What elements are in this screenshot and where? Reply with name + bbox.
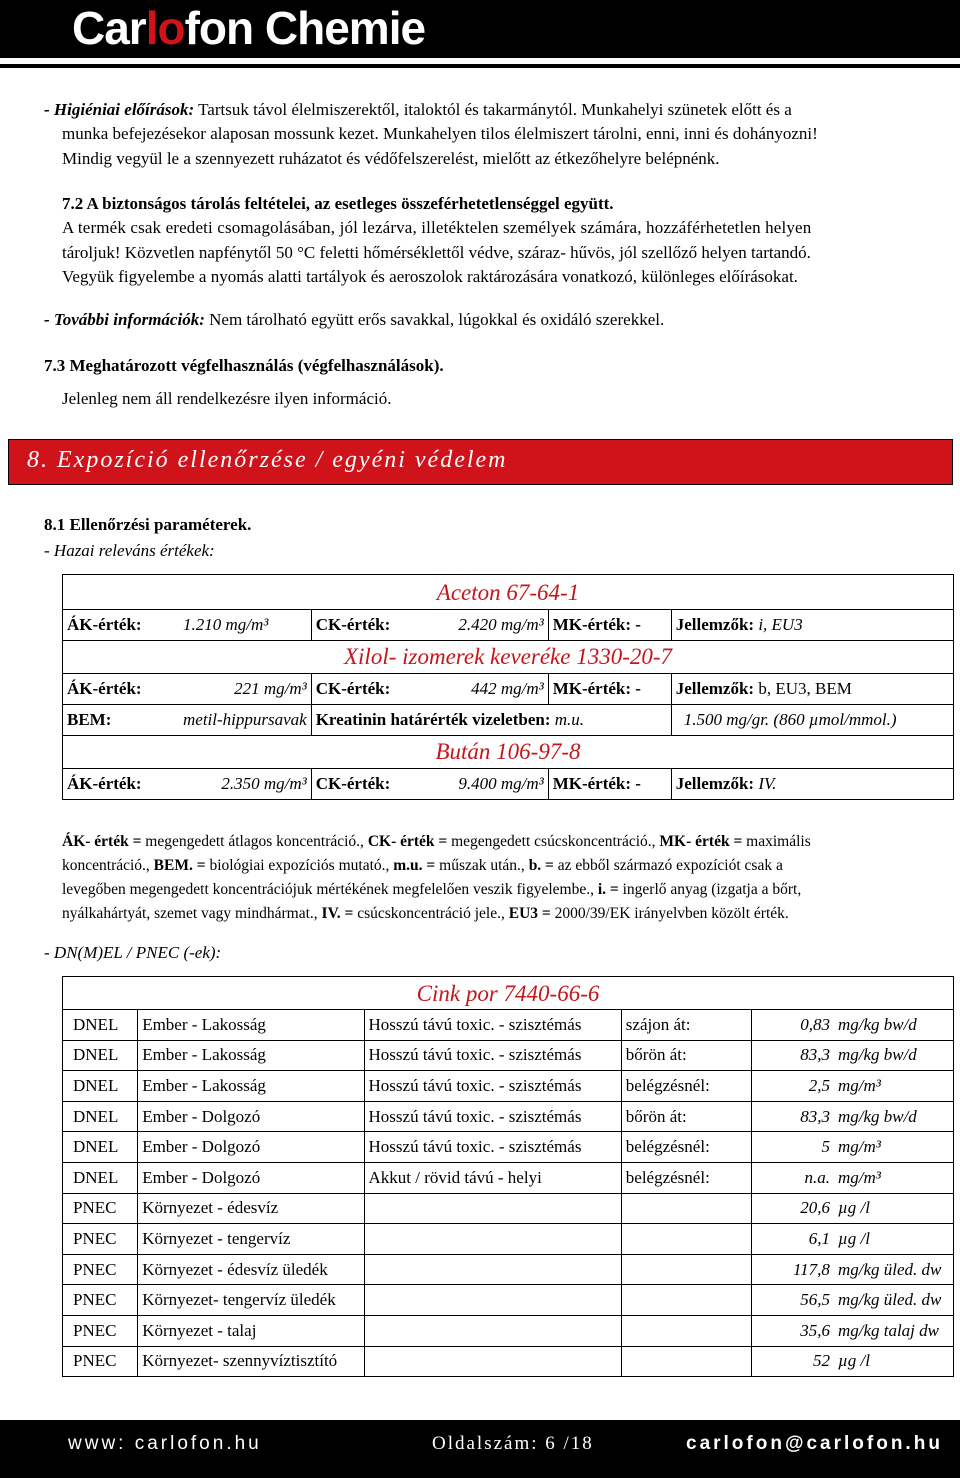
table-cell: Ember - Dolgozó <box>138 1132 364 1163</box>
logo <box>62 2 435 54</box>
table-cell <box>621 1193 751 1224</box>
table-row <box>63 1254 954 1285</box>
table-row <box>63 1101 954 1132</box>
table-cell: 35,6 <box>752 1315 834 1346</box>
table-cell: PNEC <box>63 1193 138 1224</box>
section-8-title: 8. Expozíció ellenőrzése / egyéni védelem <box>27 447 508 473</box>
table-cell: DNEL <box>63 1101 138 1132</box>
table-row <box>63 1193 954 1224</box>
table-cell: DNEL <box>63 1010 138 1041</box>
more-info-line: - További információk: Nem tárolható együtt erős savakkal, lúgokkal és oxidáló szerekkel. <box>44 310 665 329</box>
aceton-title-row <box>63 575 954 610</box>
table-cell: belégzésnél: <box>621 1162 751 1193</box>
footer-email: carlofon@carlofon.hu <box>686 1433 943 1454</box>
table-cell: bőrön át: <box>621 1101 751 1132</box>
table-row <box>63 1040 954 1071</box>
table-cell: mg/kg bw/d <box>834 1101 954 1132</box>
table-cell: µg /l <box>834 1193 954 1224</box>
table-cell: 52 <box>752 1346 834 1377</box>
table-cell: PNEC <box>63 1224 138 1255</box>
table-row <box>63 1132 954 1163</box>
table-cell: mg/kg bw/d <box>834 1010 954 1041</box>
xilol-title-row <box>63 641 954 674</box>
limits-table <box>62 574 954 800</box>
table-cell: 56,5 <box>752 1285 834 1316</box>
table-cell: mg/kg üled. dw <box>834 1254 954 1285</box>
dnel-label: - DN(M)EL / PNEC (-ek): <box>44 943 222 962</box>
table-cell: mg/m³ <box>834 1132 954 1163</box>
table-cell <box>621 1346 751 1377</box>
table-cell: mg/kg talaj dw <box>834 1315 954 1346</box>
table-cell: Ember - Lakosság <box>138 1040 364 1071</box>
section-8-banner <box>8 439 953 485</box>
table-cell: Ember - Lakosság <box>138 1010 364 1041</box>
table-cell: szájon át: <box>621 1010 751 1041</box>
table-cell: 5 <box>752 1132 834 1163</box>
table-cell <box>621 1254 751 1285</box>
p72-line-2: tároljuk! Közvetlen napfénytől 50 °C feletti hőmérséklettől védve, száraz- hűvös, jól szellőző helyen tartandó. <box>62 243 811 262</box>
table-cell: DNEL <box>63 1162 138 1193</box>
table-cell: Környezet - talaj <box>138 1315 364 1346</box>
butan-row: ÁK-érték: 2.350 mg/m³ CK-érték: 9.400 mg/m³ MK-érték: - Jellemzők: IV. <box>63 769 954 800</box>
table-cell: n.a. <box>752 1162 834 1193</box>
table-cell: µg /l <box>834 1346 954 1377</box>
heading-7-2: 7.2 A biztonságos tárolás feltételei, az esetleges összeférhetetlenséggel együtt. <box>62 194 614 213</box>
table-cell: Környezet- tengervíz üledék <box>138 1285 364 1316</box>
butan-title: Bután 106-97-8 <box>63 736 954 769</box>
dnel-table <box>62 976 954 1377</box>
table-cell: 83,3 <box>752 1101 834 1132</box>
table-row <box>63 1346 954 1377</box>
footer-page-number: Oldalszám: 6 /18 <box>432 1433 594 1454</box>
table-cell: Akkut / rövid távú - helyi <box>364 1162 621 1193</box>
aceton-title: Aceton 67-64-1 <box>63 575 954 610</box>
table-cell: DNEL <box>63 1071 138 1102</box>
table-cell <box>364 1254 621 1285</box>
bem-row: BEM: metil-hippursavak Kreatinin határérték vizeletben: m.u. 1.500 mg/gr. (860 µmol/mmol.) <box>63 705 954 736</box>
p72-line-3: Vegyük figyelembe a nyomás alatti tartályok és aeroszolok raktározására vonatkozó, különleges előírásokat. <box>62 267 798 286</box>
table-cell <box>364 1193 621 1224</box>
aceton-row: ÁK-érték: 1.210 mg/m³ CK-érték: 2.420 mg/m³ MK-érték: - Jellemzők: i, EU3 <box>63 610 954 641</box>
table-cell: mg/m³ <box>834 1071 954 1102</box>
hygiene-line-3: Mindig vegyül le a szennyezett ruházatot és védőfelszerelést, mielőtt az étkezőhelyre belépnénk. <box>62 149 720 168</box>
table-cell: Ember - Dolgozó <box>138 1101 364 1132</box>
table-row <box>63 1071 954 1102</box>
heading-8-1: 8.1 Ellenőrzési paraméterek. <box>44 515 252 534</box>
page-header <box>0 0 960 58</box>
table-cell: Környezet - tengervíz <box>138 1224 364 1255</box>
table-cell <box>364 1315 621 1346</box>
table-cell: 20,6 <box>752 1193 834 1224</box>
table-cell: mg/kg üled. dw <box>834 1285 954 1316</box>
xilol-title: Xilol- izomerek keveréke 1330-20-7 <box>63 641 954 674</box>
table-cell: PNEC <box>63 1315 138 1346</box>
table-cell: Környezet - édesvíz üledék <box>138 1254 364 1285</box>
table-cell: 117,8 <box>752 1254 834 1285</box>
table-row <box>63 1315 954 1346</box>
dnel-title: Cink por 7440-66-6 <box>63 977 954 1010</box>
table-cell: 6,1 <box>752 1224 834 1255</box>
table-cell: PNEC <box>63 1285 138 1316</box>
p72-line-1: A termék csak eredeti csomagolásában, jól lezárva, illetéktelen személyek számára, hozzáférhetetlen helyen <box>62 218 812 237</box>
table-cell: 2,5 <box>752 1071 834 1102</box>
table-cell: Környezet- szennyvíztisztító <box>138 1346 364 1377</box>
table-cell: belégzésnél: <box>621 1132 751 1163</box>
table-cell: µg /l <box>834 1224 954 1255</box>
table-cell <box>364 1346 621 1377</box>
table-cell: Hosszú távú toxic. - szisztémás <box>364 1010 621 1041</box>
table-cell <box>621 1285 751 1316</box>
header-rule <box>0 64 960 68</box>
table-cell: Hosszú távú toxic. - szisztémás <box>364 1040 621 1071</box>
table-row <box>63 1162 954 1193</box>
table-cell: Hosszú távú toxic. - szisztémás <box>364 1132 621 1163</box>
dnel-title-row <box>63 977 954 1010</box>
table-cell: 0,83 <box>752 1010 834 1041</box>
legend-text: ÁK- érték = megengedett átlagos koncentráció., CK- érték = megengedett csúcskoncentráció., MK- érték = maximális koncentráció., BEM. = biológiai expozíciós mutató., m.u. = műszak után., b. = az ebből származó expozíciót csak a levegőben megengedett koncentrációjuk mértékének megfelelően veszik figyelembe., i. = ingerlő anyag (izgatja a bőrt, nyálkahártyát, szemet vagy mindhármat., IV. = csúcskoncentráció jele., EU3 = 2000/39/EK irányelvben közölt érték. <box>62 833 811 922</box>
hazai-label: - Hazai releváns értékek: <box>44 541 215 560</box>
table-cell: DNEL <box>63 1040 138 1071</box>
table-cell <box>364 1285 621 1316</box>
table-cell: bőrön át: <box>621 1040 751 1071</box>
table-cell: Hosszú távú toxic. - szisztémás <box>364 1101 621 1132</box>
table-cell: 83,3 <box>752 1040 834 1071</box>
table-cell: Környezet - édesvíz <box>138 1193 364 1224</box>
table-cell: DNEL <box>63 1132 138 1163</box>
table-cell: PNEC <box>63 1254 138 1285</box>
butan-title-row <box>63 736 954 769</box>
table-cell: PNEC <box>63 1346 138 1377</box>
table-cell: mg/kg bw/d <box>834 1040 954 1071</box>
table-cell: Hosszú távú toxic. - szisztémás <box>364 1071 621 1102</box>
table-row <box>63 1285 954 1316</box>
table-cell <box>621 1315 751 1346</box>
logo-text: Carlofon Chemie <box>72 2 426 54</box>
p73: Jelenleg nem áll rendelkezésre ilyen információ. <box>62 389 392 408</box>
table-cell: belégzésnél: <box>621 1071 751 1102</box>
table-cell: Ember - Lakosság <box>138 1071 364 1102</box>
table-row <box>63 1224 954 1255</box>
table-cell <box>364 1224 621 1255</box>
xilol-row: ÁK-érték: 221 mg/m³ CK-érték: 442 mg/m³ MK-érték: - Jellemzők: b, EU3, BEM <box>63 674 954 705</box>
table-cell <box>621 1224 751 1255</box>
footer-website: www: carlofon.hu <box>68 1433 262 1454</box>
hygiene-line-2: munka befejezésekor alaposan mossunk kezet. Munkahelyen tilos élelmiszert tárolni, enni, inni és dohányozni! <box>62 124 818 143</box>
heading-7-3: 7.3 Meghatározott végfelhasználás (végfelhasználások). <box>44 356 444 375</box>
hygiene-line-1: - Higiéniai előírások: Tartsuk távol élelmiszerektől, italoktól és takarmánytól. Munkahelyi szünetek előtt és a <box>44 100 792 119</box>
table-row <box>63 1010 954 1041</box>
table-cell: mg/m³ <box>834 1162 954 1193</box>
table-cell: Ember - Dolgozó <box>138 1162 364 1193</box>
